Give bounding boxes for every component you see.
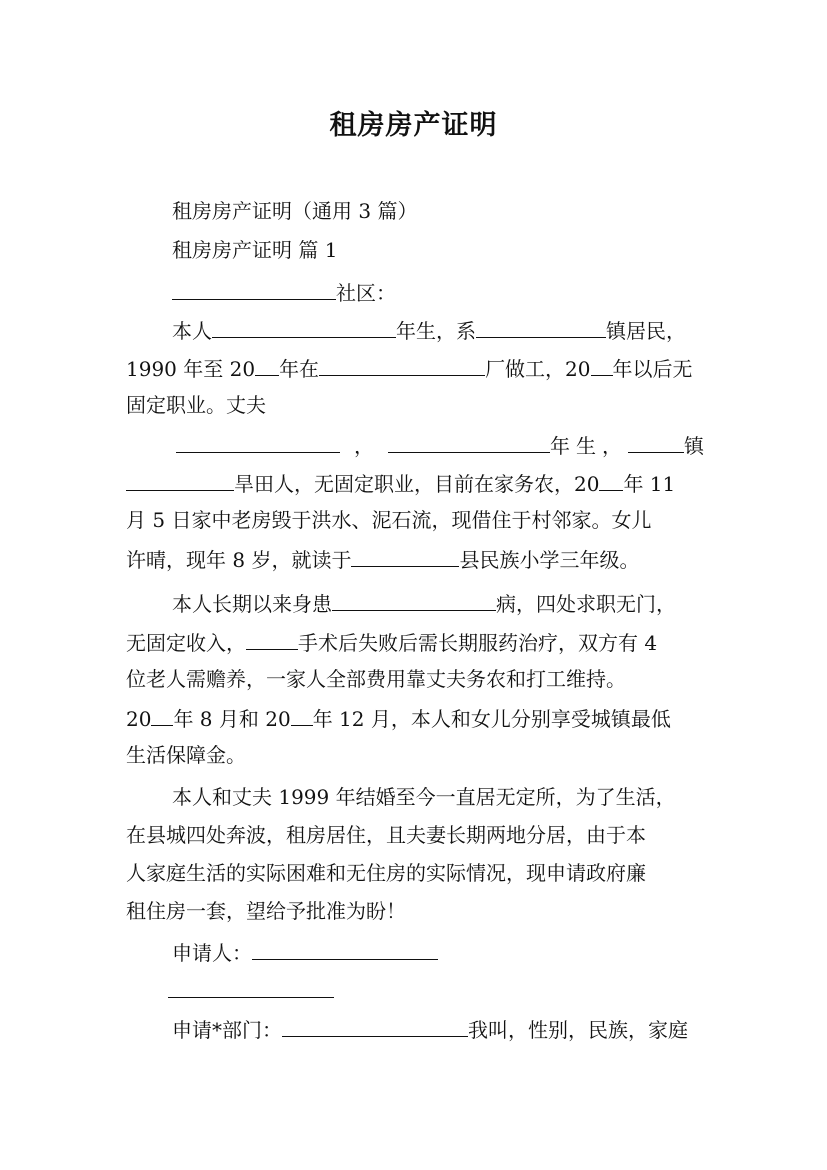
article-heading <box>172 238 337 262</box>
text-segment: 年在 <box>279 357 320 381</box>
text-segment: 厂做工，20 <box>485 357 591 381</box>
fill-blank <box>168 977 334 998</box>
paragraph-line <box>126 508 651 532</box>
paragraph-line <box>126 823 646 847</box>
text-segment: 租住房一套，望给予批准为盼！ <box>126 899 406 923</box>
paragraph-line <box>172 590 676 616</box>
paragraph-line <box>126 546 639 572</box>
text-segment: 月 5 日家中老房毁于洪水、泥石流，现借住于村邻家。女儿 <box>126 508 652 532</box>
paragraph-line <box>126 743 246 767</box>
fill-blank <box>172 279 336 300</box>
fill-blank <box>252 939 438 960</box>
text-segment: 手术后失败后需长期服药治疗，双方有 4 <box>298 631 658 655</box>
paragraph-line <box>172 317 686 343</box>
document-subtitle <box>172 199 417 223</box>
department-line <box>172 1016 688 1042</box>
text-segment: 租房房产证明 篇 1 <box>172 238 338 262</box>
text-segment: 无固定收入， <box>126 631 246 655</box>
text-segment: 生活保障金。 <box>126 743 246 767</box>
fill-blank <box>591 355 613 376</box>
text-segment: 病，四处求职无门， <box>496 592 676 616</box>
fill-blank <box>291 705 313 726</box>
date-blank-line <box>168 977 334 1003</box>
fill-blank <box>246 629 298 650</box>
paragraph-line <box>126 355 693 381</box>
fill-blank <box>282 1016 468 1037</box>
text-segment: 许晴，现年 8 岁，就读于 <box>126 548 352 572</box>
fill-blank <box>628 432 684 453</box>
fill-blank <box>351 546 459 567</box>
text-segment: 年以后无 <box>612 357 693 381</box>
text-segment: 申请人： <box>172 941 252 965</box>
paragraph-line <box>126 667 626 691</box>
text-segment: 年 12 月，本人和女儿分别享受城镇最低 <box>312 707 671 731</box>
text-segment: 20 <box>126 707 152 731</box>
fill-blank <box>319 355 485 376</box>
fill-blank <box>212 317 396 338</box>
fill-blank <box>255 355 279 376</box>
fill-blank <box>126 470 234 491</box>
text-segment: 租房房产证明（通用 3 篇） <box>172 199 418 223</box>
applicant-line <box>172 939 438 965</box>
text-segment: 位老人需赡养，一家人全部费用靠丈夫务农和打工维持。 <box>126 667 626 691</box>
text-segment: ， <box>354 434 374 458</box>
text-segment: 年生，系 <box>396 319 476 343</box>
paragraph-line <box>126 899 406 923</box>
fill-blank <box>332 590 496 611</box>
text-segment: 镇 <box>684 434 704 458</box>
text-segment: 人家庭生活的实际困难和无住房的实际情况，现申请政府廉 <box>126 861 646 885</box>
paragraph-line <box>176 432 704 458</box>
fill-blank <box>599 470 623 491</box>
paragraph-line <box>126 470 675 496</box>
text-segment: 旱田人，无固定职业，目前在家务农，20 <box>234 472 600 496</box>
text-segment: 本人长期以来身患 <box>172 592 332 616</box>
community-line <box>172 279 396 305</box>
paragraph-line <box>126 629 657 655</box>
fill-blank <box>388 432 550 453</box>
paragraph-line <box>126 705 671 731</box>
text-segment: 年 11 <box>623 472 676 496</box>
fill-blank <box>151 705 173 726</box>
paragraph-line <box>126 861 646 885</box>
text-segment: 镇居民， <box>606 319 686 343</box>
text-segment: 年 8 月和 20 <box>173 707 291 731</box>
text-segment: 固定职业。丈夫 <box>126 393 266 417</box>
text-segment: 申请*部门： <box>172 1018 282 1042</box>
text-segment: 县民族小学三年级。 <box>459 548 640 572</box>
text-segment: 在县城四处奔波，租房居住，且夫妻长期两地分居，由于本 <box>126 823 646 847</box>
text-segment: 年生， <box>550 434 628 458</box>
text-segment: 本人和丈夫 1999 年结婚至今一直居无定所，为了生活， <box>172 785 676 809</box>
text-segment: 1990 年至 20 <box>126 357 256 381</box>
paragraph-line <box>126 393 266 417</box>
document-title: 租房房产证明 <box>329 110 498 141</box>
text-segment: 社区： <box>336 281 396 305</box>
paragraph-line <box>172 785 676 809</box>
fill-blank <box>176 432 340 453</box>
text-segment: 我叫，性别，民族，家庭 <box>468 1018 688 1042</box>
fill-blank <box>476 317 606 338</box>
text-segment: 本人 <box>172 319 212 343</box>
